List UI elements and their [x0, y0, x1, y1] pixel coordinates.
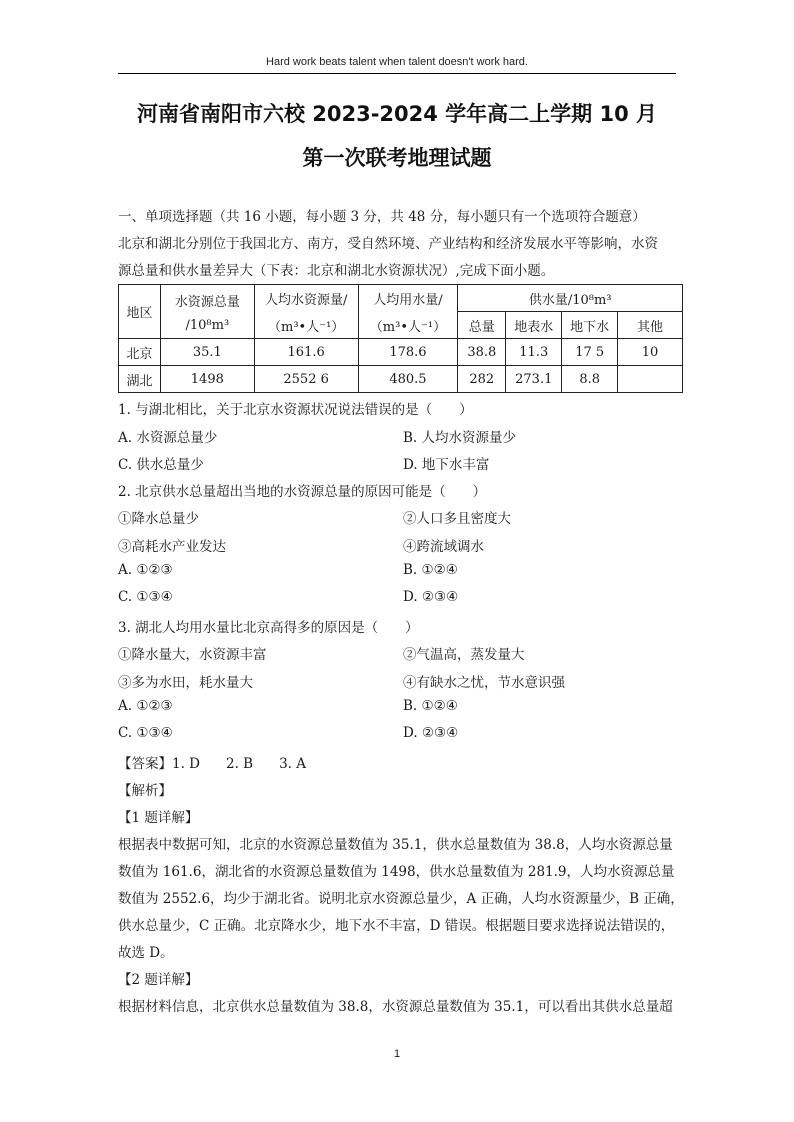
table-cell: 湖北 [119, 366, 161, 393]
header-cell: 人均水资源量/ （m³•人⁻¹） [254, 285, 358, 339]
question-stem: 3. 湖北人均用水量比北京高得多的原因是（ ） [118, 620, 419, 636]
table-cell: 178.6 [358, 339, 458, 366]
option-a: A. 水资源总量少 [118, 430, 218, 446]
table-row [119, 366, 683, 393]
table-cell: 161.6 [254, 339, 358, 366]
detail-text: 数值为 161.6，湖北省的水资源总量数值为 1498，供水总量数值为 281.9，人均水资源总量 [118, 864, 675, 880]
option-b: B. 人均水资源量少 [403, 430, 517, 446]
table-cell: 10 [618, 339, 683, 366]
detail-text: 根据表中数据可知，北京的水资源总量数值为 35.1，供水总量数值为 38.8，人均水资源总量 [118, 837, 673, 853]
answer-label: 【答案】 [118, 756, 172, 772]
statement-1: ①降水总量少 [118, 511, 199, 527]
header-cell: 总量 [458, 312, 506, 339]
intro-line: 北京和湖北分别位于我国北方、南方，受自然环境、产业结构和经济发展水平等影响，水资 [118, 236, 658, 252]
table-cell: 273.1 [506, 366, 562, 393]
table-row [119, 339, 683, 366]
option-d: D. 地下水丰富 [403, 457, 490, 473]
page-number: 1 [393, 1048, 401, 1060]
statement-4: ④有缺水之忧，节水意识强 [403, 675, 565, 691]
option-d: D. ②③④ [403, 589, 459, 605]
option-c: C. 供水总量少 [118, 457, 204, 473]
statement-3: ③高耗水产业发达 [118, 539, 226, 555]
exam-subtitle: 第一次联考地理试题 [302, 146, 492, 170]
table-cell [618, 366, 683, 393]
option-b: B. ①②④ [403, 562, 458, 578]
header-cell: 地表水 [506, 312, 562, 339]
detail-heading: 【1 题详解】 [118, 810, 199, 826]
option-c: C. ①③④ [118, 589, 173, 605]
water-resources-table [118, 284, 683, 393]
statement-2: ②气温高，蒸发量大 [403, 647, 525, 663]
header-divider [118, 73, 676, 74]
table-cell: 北京 [119, 339, 161, 366]
option-c: C. ①③④ [118, 725, 173, 741]
statement-3: ③多为水田，耗水量大 [118, 675, 253, 691]
table-cell: 11.3 [506, 339, 562, 366]
option-d: D. ②③④ [403, 725, 459, 741]
table-header-row [119, 285, 683, 312]
table-cell: 2552 6 [254, 366, 358, 393]
header-cell: 人均用水量/ （m³•人⁻¹） [358, 285, 458, 339]
detail-heading: 【2 题详解】 [118, 972, 199, 988]
analysis-heading: 【解析】 [118, 783, 172, 799]
table-cell: 8.8 [562, 366, 618, 393]
detail-text: 故选 D。 [118, 945, 174, 961]
table-cell: 17 5 [562, 339, 618, 366]
answer-line [118, 752, 306, 772]
table-cell: 38.8 [458, 339, 506, 366]
header-cell: 水资源总量 /10⁸m³ [160, 285, 254, 339]
statement-4: ④跨流域调水 [403, 539, 484, 555]
table-cell: 480.5 [358, 366, 458, 393]
detail-text: 根据材料信息，北京供水总量数值为 38.8，水资源总量数值为 35.1，可以看出其供水总量超 [118, 999, 673, 1015]
detail-text: 数值为 2552.6，均少于湖北省。说明北京水资源总量少，A 正确，人均水资源量少，B 正确， [118, 891, 684, 907]
answer-3: 3. A [279, 756, 307, 772]
intro-line: 源总量和供水量差异大（下表：北京和湖北水资源状况）,完成下面小题。 [118, 263, 555, 279]
detail-text: 供水总量少，C 正确。北京降水少，地下水不丰富，D 错误。根据题目要求选择说法错误的， [118, 918, 675, 934]
option-a: A. ①②③ [118, 698, 173, 714]
table-cell: 35.1 [160, 339, 254, 366]
option-b: B. ①②④ [403, 698, 458, 714]
table-cell: 282 [458, 366, 506, 393]
header-cell: 地下水 [562, 312, 618, 339]
header-cell: 其他 [618, 312, 683, 339]
exam-title: 河南省南阳市六校 2023-2024 学年高二上学期 10 月 [136, 102, 658, 126]
question-stem: 1. 与湖北相比，关于北京水资源状况说法错误的是（ ） [118, 402, 473, 418]
question-stem: 2. 北京供水总量超出当地的水资源总量的原因可能是（ ） [118, 484, 487, 500]
statement-2: ②人口多且密度大 [403, 511, 511, 527]
answer-2: 2. B [226, 756, 254, 772]
answer-1: 1. D [172, 756, 200, 772]
statement-1: ①降水量大，水资源丰富 [118, 647, 267, 663]
header-cell: 供水量/10⁸m³ [458, 285, 683, 312]
table-cell: 1498 [160, 366, 254, 393]
header-cell: 地区 [119, 285, 161, 339]
section-heading: 一、单项选择题（共 16 小题，每小题 3 分，共 48 分，每小题只有一个选项符合题意） [118, 209, 646, 225]
page-header: Hard work beats talent when talent doesn't work hard. [266, 56, 528, 68]
option-a: A. ①②③ [118, 562, 173, 578]
